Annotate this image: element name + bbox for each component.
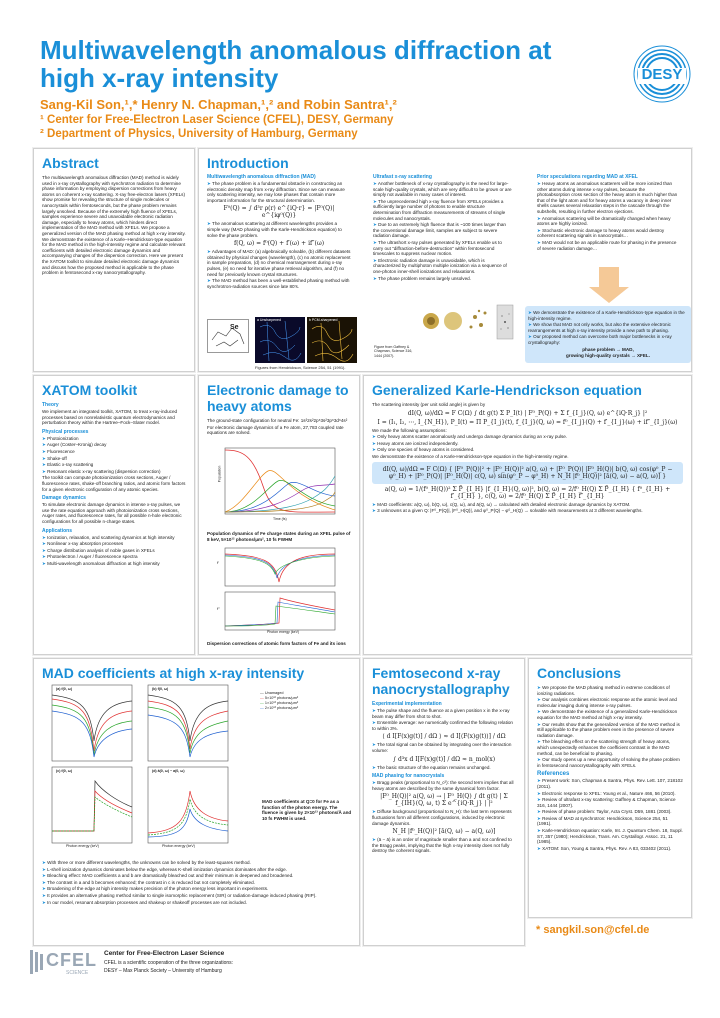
xatom-theory: We implement an integrated toolkit, XATOM, to treat x-ray-induced processes based on nonrelativistic quantum electrodynamics and perturbation theory within the Hartree–Fock–Slater model. bbox=[42, 409, 178, 426]
down-arrow-graphic bbox=[589, 267, 629, 303]
arrow-icon: ➤ bbox=[372, 447, 378, 453]
arrow-icon: ➤ bbox=[42, 866, 48, 872]
physical-process-item-text: Fluorescence bbox=[47, 448, 75, 454]
arrow-icon: ➤ bbox=[537, 815, 543, 821]
madcoef-panel bbox=[33, 658, 360, 946]
application-item-text: Charge distribution analysis of noble gases in XFELs bbox=[47, 547, 155, 553]
desy-logo-text: DESY bbox=[641, 66, 683, 83]
hl-b2: We show that MAD not only works, but also the extensive electronic rearrangements at high x-ray intensity provide a new path to phasing. bbox=[528, 322, 671, 333]
reference-item bbox=[537, 828, 683, 845]
contact-email[interactable]: * sangkil.son@cfel.de bbox=[536, 924, 650, 936]
arrow-icon: ➤ bbox=[42, 873, 48, 879]
application-item bbox=[42, 561, 186, 567]
panel-d-label: (d) ā(0, ω) − a(0, ω) bbox=[152, 769, 185, 773]
arrow-icon: ➤ bbox=[528, 334, 534, 340]
legend-swatch: — bbox=[260, 706, 265, 710]
madcoef-heading: MAD coefficients at high x-ray intensity bbox=[42, 665, 305, 681]
intro-uf-b4: The ultrashort x-ray pulses generated by XFELs enable us to carry out "diffraction-before-destruction" within femtosecond timescales to suppress nuclear motion. bbox=[373, 239, 502, 257]
sharpened-density-image bbox=[307, 317, 357, 363]
concl-b5: The bleaching effect on the scattering strength of heavy atoms, which unexpectedly enhances the coefficient contrast in the MAD method, can be beneficial to phasing. bbox=[537, 739, 671, 756]
intro-prior-b4: MAD would not be an applicable route for phasing in the presence of severe radiation damage… bbox=[537, 239, 677, 251]
reference-item-text: Present work: Son, Chapman & Santra, Phys. Rev. Lett. 107, 218102 (2011). bbox=[537, 778, 683, 789]
arrow-icon: ➤ bbox=[537, 797, 543, 803]
authors: Sang-Kil Son,¹,* Henry N. Chapman,¹,² and Robin Santra¹,² bbox=[40, 97, 397, 112]
intro-eq2: f(Q, ω) = f⁰(Q) + f′(ω) + if″(ω) bbox=[233, 240, 325, 248]
arrow-icon: ➤ bbox=[528, 322, 534, 328]
gkh-b2: We made the following assumptions: bbox=[372, 427, 447, 433]
arrow-icon: ➤ bbox=[42, 892, 48, 898]
madcoef-b2: L-shell ionization dynamics dominates below the edge, whereas K-shell ionization dynamics dominates after the edge. bbox=[47, 866, 287, 872]
physical-process-item bbox=[42, 456, 186, 462]
arrow-icon: ➤ bbox=[42, 541, 48, 547]
arrow-icon: ➤ bbox=[372, 708, 378, 713]
application-item bbox=[42, 541, 186, 547]
affiliation-1: ¹ Center for Free-Electron Laser Science (CFEL), DESY, Germany bbox=[40, 114, 394, 126]
reference-item bbox=[537, 791, 683, 797]
arrow-icon: ➤ bbox=[372, 809, 378, 815]
gkh-eq4: a(Q, ω) = 1/(f⁰_H(Q))² Σ P̃_{I_H} |f_{I_H}(Q, ω)|², b(Q, ω) = 2/f⁰_H(Q) Σ P̃_{I_H} { f⁰_{I_H} + f′_{I_H} }, c(Q, ω) = 2/f⁰_H(Q) Σ P̃_{I_H} f″_{I_H} bbox=[384, 485, 671, 500]
footer-line2: CFEL is a scientific cooperation of the three organizations: bbox=[104, 960, 234, 966]
selenium-structure-image bbox=[207, 319, 249, 353]
arrow-icon: ➤ bbox=[537, 809, 543, 815]
abstract-body: The multiwavelength anomalous diffraction (MAD) method is widely used in x-ray crystallography with synchrotron radiation to determine phase information by employing dispersion corrections from heavy atoms on coherent x-ray scattering. X-ray free-electron lasers (XFELs) show promise for revealing the structure of single molecules or nanocrystals within femtoseconds, but the phase problem remains largely unsolved. Because of the extremely high fluence of XFELs, samples experience severe and unavoidable electronic radiation damage, especially to heavy atoms, which hinders direct implementation of the MAD method with XFELs. We propose a generalized version of the MAD phasing method at high x-ray intensity. We demonstrate the existence of a Karle–Hendrickson-type equation for the MAD method in the high-intensity regime and calculate relevant coefficients with detailed electronic damage dynamics and accompanying changes of the dispersion correction. Here we present the XATOM toolkit to simulate detailed electronic damage dynamics and discuss how the proposed method is applicable to the phase problem in femtosecond x-ray nanocrystallography. bbox=[42, 175, 186, 276]
application-item-text: Nonlinear x-ray absorption processes bbox=[47, 541, 124, 547]
arrow-icon: ➤ bbox=[42, 435, 48, 441]
xatom-dyn-subheading: Damage dynamics bbox=[42, 495, 86, 502]
gkh-b1: The scattering intensity (per unit solid angle) is given by bbox=[372, 402, 486, 407]
reference-item-text: Review of ultrafast x-ray scattering: Gaffney & Chapman, Science 316, 1444 (2007). bbox=[537, 797, 676, 808]
arrow-icon: ➤ bbox=[372, 440, 378, 446]
xatom-theory-subheading: Theory bbox=[42, 402, 59, 408]
xatom-app-subheading: Applications bbox=[42, 527, 73, 534]
physical-process-item bbox=[42, 442, 186, 448]
physical-process-item-text: Auger (Coster–Kronig) decay bbox=[46, 442, 107, 448]
arrow-icon: ➤ bbox=[537, 239, 543, 245]
dispersion-plot bbox=[213, 546, 353, 636]
gkh-a1: Only heavy atoms scatter anomalously and undergo damage dynamics during an x-ray pulse. bbox=[377, 434, 568, 440]
hl-b1: We demonstrate the existence of a Karle-Hendrickson-type equation in the high-intensity regime. bbox=[528, 310, 685, 321]
femto-sub2: MAD phasing for nanocrystals bbox=[372, 773, 445, 780]
arrow-icon: ➤ bbox=[207, 278, 213, 284]
image-b-label: b PCM-sharpened bbox=[309, 318, 338, 322]
arrow-icon: ➤ bbox=[537, 215, 542, 221]
introduction-heading: Introduction bbox=[207, 155, 289, 171]
reference-item bbox=[537, 809, 683, 815]
cfel-logo-sub: SCIENCE bbox=[66, 970, 89, 976]
femto-b4: The basic structure of the equation remains unchanged. bbox=[377, 764, 491, 770]
arrow-icon: ➤ bbox=[372, 720, 378, 726]
arrow-icon: ➤ bbox=[42, 462, 48, 468]
xatom-dyn: To simulate electronic damage dynamics in intense x-ray pulses, we use the rate equation approach with photoionization cross sections, Auger rates, and fluorescence rates, for all possible n-hole electronic configurations for all possible n-charge states. bbox=[42, 502, 182, 524]
hl-l1: phase problem → MAD, bbox=[582, 346, 634, 352]
affiliation-2: ² Department of Physics, University of Hamburg, Germany bbox=[40, 128, 358, 140]
gkh-a3: Only one species of heavy atoms is considered. bbox=[377, 447, 475, 453]
application-item-text: Ionization, relaxation, and scattering dynamics at high intensity bbox=[47, 534, 175, 540]
panel-c-label: (c) f(0, ω) bbox=[56, 769, 73, 773]
intro-uf-b1: Another bottleneck of x-ray crystallography is the need for large-scale high-quality crystals, which are very difficult to be grown or are simply not available in many cases of interest. bbox=[373, 181, 512, 198]
arrow-icon: ➤ bbox=[42, 442, 47, 448]
poster-title: Multiwavelength anomalous diffraction at high x-ray intensity bbox=[40, 35, 552, 93]
physical-process-item-text: Elastic x-ray scattering bbox=[47, 462, 94, 468]
madcoef-b1: With three or more different wavelengths, the unknowns can be solved by the least-squares method. bbox=[47, 860, 251, 865]
arrow-icon: ➤ bbox=[373, 222, 379, 228]
mad-coef-plots bbox=[42, 681, 242, 851]
madcoef-caption: MAD coefficients at Q=0 for Fe as a function of the photon energy. The fluence is given by 2×10¹³ photons/Å and 10 fs FWHM is used. bbox=[262, 799, 352, 821]
arrow-icon: ➤ bbox=[537, 845, 543, 851]
intro-uf-b5: Electronic radiation damage is unavoidable, which is characterized by multiphoton multiple ionization via a sequence of one-photon inner-shell ionizations and relaxations. bbox=[373, 257, 507, 274]
arrow-icon: ➤ bbox=[42, 448, 48, 454]
arrow-icon: ➤ bbox=[537, 790, 543, 796]
unsharpened-density-image bbox=[255, 317, 305, 363]
hl-l2: growing high-quality crystals → XFEL. bbox=[566, 353, 650, 359]
gkh-panel bbox=[363, 375, 692, 655]
intro-eq1: F⁰(Q) = ∫ d³r ρ(r) e^{iQ·r} = |F⁰(Q)| e^{iφ⁰(Q)} bbox=[223, 205, 335, 220]
madcoef-legend bbox=[260, 691, 350, 711]
arrow-icon: ➤ bbox=[373, 198, 379, 204]
physical-process-item bbox=[42, 469, 186, 475]
arrow-icon: ➤ bbox=[372, 764, 378, 770]
intro-mad-b2: The anomalous scattering at different wavelengths provides a simple way (MAD phasing with the Karle-Hendrickson equation) to solve the phase problem. bbox=[207, 221, 342, 238]
desy-logo bbox=[632, 36, 692, 124]
intro-mad-b3: Advantages of MAD: (a) algebraically solvable, (b) different datasets obtained by physical changes (wavelength), (c) no atomic replacement in sample preparation, (d) no chemical rearrangement during x-ray pulses, (e) no need for iterative phase retrieval algorithm, and (f) no need for previously known crystal structures. bbox=[207, 249, 351, 277]
hl-b3: Our proposed method can overcome both major bottlenecks in x-ray crystallography: bbox=[528, 334, 672, 345]
arrow-icon: ➤ bbox=[537, 181, 543, 186]
arrow-icon: ➤ bbox=[207, 249, 212, 255]
arrow-icon: ➤ bbox=[372, 501, 378, 507]
arrow-icon: ➤ bbox=[42, 547, 48, 553]
application-item bbox=[42, 535, 186, 541]
physical-process-item bbox=[42, 449, 186, 455]
arrow-icon: ➤ bbox=[42, 860, 48, 865]
femto-heading: Femtosecond x-ray nanocrystallography bbox=[372, 665, 510, 697]
intro-ultrafast-subheading: Ultrafast x-ray scattering bbox=[373, 174, 432, 180]
intro-uf-b6: The phase problem remains largely unsolved. bbox=[378, 275, 471, 281]
concl-b6: Our study opens up a new opportunity of solving the phase problem in femtosecond nanocrystallography with XFELs. bbox=[537, 757, 680, 768]
pop-ylabel: Population bbox=[217, 465, 222, 483]
arrow-icon: ➤ bbox=[207, 221, 213, 227]
fprime-label: f′ bbox=[217, 560, 219, 565]
physical-process-item-text: Shake-off bbox=[47, 455, 67, 461]
intro-uf-b3: Due to an extremely high fluence that is ~100 times larger than the conventional damage limit, samples are subject to severe radiation damage. bbox=[373, 222, 506, 239]
gkh-b4: MAD coefficients: a(Q, ω), b(Q, ω), c(Q, ω), and ā(Q, ω) → calculated with detailed electronic damage dynamics by XATOM. bbox=[377, 501, 631, 507]
arrow-icon: ➤ bbox=[537, 721, 543, 727]
arrow-icon: ➤ bbox=[537, 697, 543, 703]
concl-b3: We demonstrate the existence of a generalized Karle-Hendrickson equation for the MAD method at high x-ray intensity. bbox=[537, 709, 678, 720]
concl-b2: Our analysis combines electronic response at the atomic level and molecular imaging during intense x-ray pulses. bbox=[537, 697, 677, 708]
physical-process-item-text: Resonant elastic x-ray scattering (dispersion correction) bbox=[47, 468, 161, 474]
arrow-icon: ➤ bbox=[42, 886, 48, 892]
application-item bbox=[42, 554, 186, 560]
femto-b5: Bragg peaks (proportional to N_c²): the second term implies that all heavy atoms are described by the same dynamical form factor. bbox=[372, 780, 514, 791]
arrow-icon: ➤ bbox=[537, 757, 543, 763]
abstract-heading: Abstract bbox=[42, 155, 99, 171]
arrow-icon: ➤ bbox=[42, 879, 48, 885]
reference-item-text: XATOM: Son, Young & Santra, Phys. Rev. A 83, 033402 (2011). bbox=[542, 845, 672, 851]
arrow-icon: ➤ bbox=[537, 828, 543, 834]
femto-b1: The pulse shape and the fluence at a given position x in the x-ray beam may differ from shot to shot. bbox=[372, 708, 510, 719]
arrow-icon: ➤ bbox=[42, 560, 48, 566]
xatom-phys-tail: The toolkit can compute photoionization cross sections, Auger / fluorescence rates, shake-off branching ratios, and atomic form factors for a given electronic configuration of any atomic species. bbox=[42, 475, 186, 492]
damage-caption1: Population dynamics of Fe charge states during an XFEL pulse of 8 keV, 5×10¹² photons/μm², 10 fs FWHM bbox=[207, 531, 351, 542]
image-a-label: a Unsharpened bbox=[257, 318, 281, 322]
pop-xlabel: Time (fs) bbox=[273, 517, 287, 521]
femto-sub1: Experimental implementation bbox=[372, 701, 442, 707]
xatom-panel bbox=[33, 375, 195, 655]
femto-eq3: |F⁰_H(Q)|² a(Q, ω) → | F⁰_H(Q) ∫ dt g(t) | Σ f_{IH}(Q, ω, t) Σ e^{iQ·R_j} | |² bbox=[380, 793, 508, 808]
intro-mad-b4: The MAD method has been a well-established phasing method with synchrotron-radiation sources since late 80's. bbox=[207, 278, 350, 289]
femto-b6: Diffuse background (proportional to N_H): the last term represents fluctuations form all different configurations, induced by electronic damage dynamics. bbox=[372, 809, 512, 826]
madcoef-b6: It provides an alternative phasing method similar to single isomorphic replacement (SIR) or radiation-damage induced phasing (RIP). bbox=[47, 892, 317, 898]
arrow-icon: ➤ bbox=[42, 455, 48, 461]
femto-b3: The total signal can be obtained by integrating over the interaction volume: bbox=[372, 742, 512, 753]
arrow-icon: ➤ bbox=[537, 685, 543, 690]
madcoef-xlabel-left: Photon energy (keV) bbox=[66, 844, 99, 848]
gkh-b5: 3 unknowns at a given Q: |F⁰_P(Q)|, |F⁰_H(Q)|, and φ⁰_P(Q) − φ⁰_H(Q) → solvable with measurements at 3 different wavelengths. bbox=[377, 508, 643, 514]
arrow-icon: ➤ bbox=[373, 181, 378, 186]
disp-xlabel: Photon energy (keV) bbox=[267, 630, 300, 634]
legend-swatch: — bbox=[260, 696, 265, 700]
madcoef-xlabel-right: Photon energy (keV) bbox=[162, 844, 195, 848]
gaffney-caption: Figure from Gaffney & Chapman, Science 316, 1444 (2007). bbox=[374, 345, 413, 358]
xatom-heading: XATOM toolkit bbox=[42, 382, 138, 398]
legend-swatch: — bbox=[260, 701, 265, 705]
damage-body2: For electronic damage dynamics of a Fe atom, 27,783 coupled rate equations are solved. bbox=[207, 424, 344, 436]
femto-eq4: N_H |f⁰_H(Q)|² [ā(Q, ω) − a(Q, ω)] bbox=[392, 828, 496, 836]
madcoef-b3: Bleaching effect: MAD coefficients a and b are dramatically bleached out and their minimum is deepened and broadened. bbox=[47, 873, 294, 879]
intro-mad-b1: The phase problem is a fundamental obstacle in constructing an electronic density map from x-ray diffraction. Since we can measure only scattering intensity, we may lose phases that contain more important information for the structural determination. bbox=[207, 181, 345, 203]
concl-b4: Our results show that the generalized version of the MAD method is still applicable to the phase problem even in the presence of severe radiation damage. bbox=[537, 721, 680, 738]
gkh-eq2: I = (I₁, I₂, ⋯, I_{N_H}), P_I(t) = Π P_{I_j}(t), f_{I_j}(Q, ω) = f⁰_{I_j}(Q) + f′_{I_j}(ω) + if″_{I_j}(ω) bbox=[377, 418, 678, 426]
physical-process-item bbox=[42, 436, 186, 442]
highlight-box bbox=[525, 306, 691, 363]
femto-panel bbox=[363, 658, 525, 946]
legend-1: 5×10¹² photons/μm² bbox=[264, 696, 299, 700]
gkh-eq1: dI(Q, ω)/dΩ = F C(Ω) ∫ dt g(t) Σ P_I(t) | F⁰_P(Q) + Σ f_{I_j}(Q, ω) e^{iQ·R_j} |² bbox=[407, 409, 648, 417]
femto-eq1: ⟨ d I[F(x)g(t)] / dΩ ⟩ ≈ d I[⟨F(x)g(t)⟩] / dΩ bbox=[382, 733, 506, 741]
concl-b1: We propose the MAD phasing method in extreme conditions of ionizing radiations. bbox=[537, 685, 670, 696]
arrow-icon: ➤ bbox=[372, 508, 378, 514]
cfel-logo-text: CFEL bbox=[46, 950, 97, 970]
madcoef-b5: Broadening of the edge at high intensity makes precision of the photon energy less important in experiments. bbox=[47, 886, 269, 892]
femto-b7: (ā − ā) is an order of magnitude smaller than a and not confined to the Bragg peaks, implying that the high x-ray intensity does not fully destroy the coherent signals. bbox=[372, 837, 512, 854]
physical-process-item bbox=[42, 462, 186, 468]
footer-line3: DESY – Max Planck Society – University of Hamburg bbox=[104, 968, 222, 974]
madcoef-b4: The contrast in a and b becomes enhanced; the contrast in c is reduced but not completely eliminated. bbox=[47, 879, 255, 885]
arrow-icon: ➤ bbox=[537, 778, 543, 784]
intro-prior-b1: Heavy atoms as anomalous scatterers will be more ionized than other atoms during intense x-ray pulses, because the photoabsorption cross section of the heavy atom is much higher than that of the light atom and for heavy atoms a vacancy in deep inner shells causes several relaxation steps in the cascade through the subshells, resulting in further electron ejections. bbox=[537, 181, 678, 214]
reference-item bbox=[537, 778, 683, 789]
application-item-text: Photoelectron / Auger / fluorescence spectra bbox=[47, 554, 138, 560]
arrow-icon: ➤ bbox=[537, 709, 543, 715]
gkh-b3: We demonstrate the existence of a Karle-Hendrickson-type equation in the high-intensity regime. bbox=[372, 453, 569, 459]
fdoubleprime-label: f″ bbox=[217, 606, 220, 611]
intro-prior-b3: Stochastic electronic damage to heavy atoms would destroy coherent scattering signals in nanocrystals… bbox=[537, 227, 665, 239]
arrow-icon: ➤ bbox=[42, 554, 48, 560]
damage-heading: Electronic damage to heavy atoms bbox=[207, 382, 349, 414]
arrow-icon: ➤ bbox=[207, 181, 213, 186]
panel-b-label: (b) f(0, ω) bbox=[152, 687, 169, 691]
arrow-icon: ➤ bbox=[42, 468, 48, 474]
arrow-icon: ➤ bbox=[373, 275, 379, 281]
damage-panel bbox=[198, 375, 360, 655]
arrow-icon: ➤ bbox=[42, 899, 48, 905]
arrow-icon: ➤ bbox=[537, 227, 543, 233]
arrow-icon: ➤ bbox=[373, 257, 379, 263]
reference-item bbox=[537, 816, 683, 827]
reference-item-text: Review of MAD at synchrotron: Hendrickson, Science 254, 51 (1991). bbox=[537, 815, 668, 827]
arrow-icon: ➤ bbox=[42, 534, 48, 540]
arrow-icon: ➤ bbox=[372, 434, 378, 440]
intro-mad-subheading: Multiwavelength anomalous diffraction (MAD) bbox=[207, 174, 316, 180]
legend-3: 2×10¹³ photons/μm² bbox=[264, 706, 299, 710]
physical-process-item-text: Photoionization bbox=[47, 435, 79, 441]
arrow-icon: ➤ bbox=[372, 780, 378, 786]
legend-swatch: — bbox=[260, 691, 265, 695]
intro-uf-b2: The unprecedented high x-ray fluence from XFELs provides a sufficiently large number of photons to enable structure determination from diffraction measurements of streams of single molecules and nanocrystals. bbox=[373, 198, 506, 221]
xatom-phys-subheading: Physical processes bbox=[42, 428, 89, 435]
madcoef-b7: In our model, resonant absorption processes and shakeup or shakeoff processes are not included. bbox=[47, 899, 248, 905]
population-plot bbox=[213, 446, 353, 526]
conclusions-panel bbox=[528, 658, 692, 918]
reference-item-text: Karle-Hendrickson equation: Karle, Int. J. Quantum Chem. 18, Suppl. S7, 357 (1980); Hendrickson, Trans. Am. Crystallogr. Assoc. 21, 11 (1985). bbox=[537, 828, 683, 845]
panel-a-label: (a) f(0, ω) bbox=[56, 687, 73, 691]
femto-eq2: ∫ d³x d I[F(x)g(t)] / dΩ ≈ n_mol(x) bbox=[392, 755, 496, 763]
arrow-icon: ➤ bbox=[537, 739, 543, 745]
femto-b2: Ensemble average: we numerically confirmed the following relation to within 3%. bbox=[372, 720, 513, 731]
damage-caption2: Dispersion corrections of atomic form factors of Fe and its ions bbox=[207, 641, 346, 646]
arrow-icon: ➤ bbox=[372, 837, 378, 843]
reference-item-text: Review of phase problem: Taylor, Acta Cryst. D59, 1881 (2003). bbox=[542, 809, 672, 815]
se-label: Se bbox=[230, 324, 239, 331]
reference-item-text: Electronic response to XFEL: Young et al., Nature 466, 56 (2010). bbox=[542, 790, 676, 796]
reference-item bbox=[537, 846, 683, 852]
cfel-logo bbox=[30, 946, 100, 982]
conclusions-heading: Conclusions bbox=[537, 665, 622, 681]
application-item-text: Multi-wavelength anomalous diffraction at high intensity bbox=[47, 560, 160, 566]
arrow-icon: ➤ bbox=[372, 742, 378, 748]
legend-2: 1×10¹³ photons/μm² bbox=[264, 701, 299, 705]
intro-prior-subheading: Prior speculations regarding MAD at XFEL bbox=[537, 174, 638, 180]
reference-item bbox=[537, 797, 683, 808]
abstract-panel bbox=[33, 148, 195, 372]
intro-fig-caption: Figures from Hendrickson, Science 254, 51 (1991). bbox=[255, 365, 346, 370]
gkh-heading: Generalized Karle-Hendrickson equation bbox=[372, 382, 642, 398]
gkh-eq3: dI(Q, ω)/dΩ = F C(Ω) { |F⁰_P(Q)|² + |F⁰_H(Q)|² a(Q, ω) + |F⁰_P(Q)| |F⁰_H(Q)| b(Q, ω) cos(φ⁰_P − φ⁰_H) + |F⁰_P(Q)| |F⁰_H(Q)| c(Q, ω) sin(φ⁰_P − φ⁰_H) + N_H |f⁰_H(Q)|² [ā(Q, ω) − a(Q, ω)] } bbox=[372, 462, 683, 484]
intro-prior-b2: Anomalous scattering will be dramatically changed when heavy atoms are highly ionized. bbox=[537, 215, 671, 227]
application-item bbox=[42, 548, 186, 554]
diffraction-before-destruction-figure bbox=[409, 299, 519, 369]
legend-0: Unamaged bbox=[264, 691, 284, 695]
arrow-icon: ➤ bbox=[373, 239, 379, 245]
footer-line1: Center for Free-Electron Laser Science bbox=[104, 950, 225, 957]
introduction-panel bbox=[198, 148, 692, 372]
damage-body1: The ground-state configuration for neutral Fe: 1s²2s²2p⁶3s²3p⁶3d⁶4s² bbox=[207, 418, 348, 423]
refs-heading: References bbox=[537, 771, 570, 778]
arrow-icon: ➤ bbox=[528, 310, 534, 315]
gkh-a2: Heavy atoms are ionized independently. bbox=[377, 440, 459, 446]
